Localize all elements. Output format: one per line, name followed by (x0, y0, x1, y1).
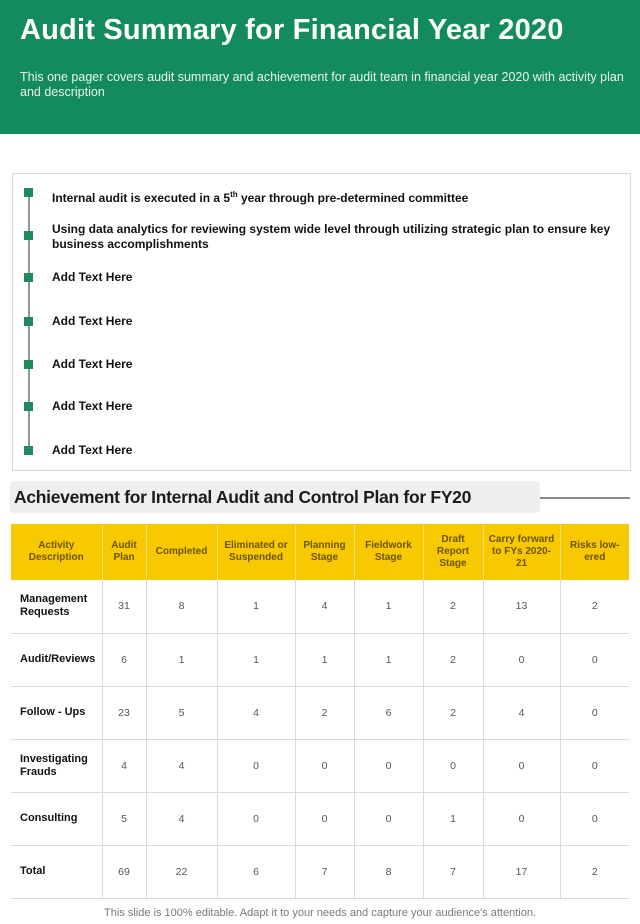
square-bullet-icon (24, 446, 33, 455)
page-subtitle: This one pager covers audit summary and achievement for audit team in financial year 2020 with activity plan and description (20, 70, 624, 99)
column-header: Planning Stage (295, 524, 354, 580)
row-label: Audit/Reviews (11, 633, 102, 686)
square-bullet-icon (24, 188, 33, 197)
table-cell: 13 (483, 580, 560, 633)
summary-point-text: Add Text Here (52, 399, 133, 413)
table-row (11, 633, 629, 686)
table-cell: 2 (560, 845, 629, 898)
row-label: Consulting (11, 792, 102, 845)
summary-point-text: Add Text Here (52, 314, 133, 328)
table-cell: 2 (295, 686, 354, 739)
table-cell: 17 (483, 845, 560, 898)
table-cell: 6 (217, 845, 295, 898)
table-cell: 23 (102, 686, 146, 739)
table-cell: 4 (217, 686, 295, 739)
table-cell: 1 (295, 633, 354, 686)
square-bullet-icon (24, 360, 33, 369)
table-cell: 0 (354, 792, 423, 845)
table-row-total (11, 845, 629, 898)
table-row (11, 580, 629, 633)
table-row (11, 686, 629, 739)
table-cell: 6 (354, 686, 423, 739)
column-header: Activity Description (11, 524, 102, 580)
table-cell: 6 (102, 633, 146, 686)
table-cell: 0 (483, 633, 560, 686)
table-cell: 4 (483, 686, 560, 739)
table-row (11, 739, 629, 792)
section-title: Achievement for Internal Audit and Control Plan for FY20 (14, 487, 472, 507)
square-bullet-icon (24, 273, 33, 282)
table-cell: 0 (560, 739, 629, 792)
table-cell: 4 (146, 739, 217, 792)
table-cell: 0 (483, 739, 560, 792)
table-cell: 2 (423, 633, 483, 686)
column-header: Draft Report Stage (423, 524, 483, 580)
table-cell: 2 (560, 580, 629, 633)
column-header: Carry forward to FYs 2020-21 (483, 524, 560, 580)
table-cell: 0 (423, 739, 483, 792)
audit-plan-table (11, 524, 629, 899)
table-cell: 1 (354, 633, 423, 686)
table-cell: 8 (354, 845, 423, 898)
table-cell: 4 (102, 739, 146, 792)
summary-point-text: Add Text Here (52, 357, 133, 371)
table-cell: 31 (102, 580, 146, 633)
row-label: Investigating Frauds (11, 739, 102, 792)
table-cell: 0 (560, 633, 629, 686)
table-cell: 4 (295, 580, 354, 633)
table-cell: 1 (146, 633, 217, 686)
table-cell: 1 (354, 580, 423, 633)
table-cell: 2 (423, 580, 483, 633)
row-label: Total (11, 845, 102, 898)
table-cell: 5 (146, 686, 217, 739)
summary-point-text: Internal audit is executed in a 5th year through pre-determined committee (52, 190, 469, 205)
table-cell: 22 (146, 845, 217, 898)
table-cell: 0 (217, 792, 295, 845)
table-cell: 0 (560, 792, 629, 845)
table-cell: 0 (483, 792, 560, 845)
row-label: Management Requests (11, 580, 102, 633)
summary-point-text: Add Text Here (52, 443, 133, 457)
table-cell: 7 (423, 845, 483, 898)
table-cell: 2 (423, 686, 483, 739)
table-cell: 4 (146, 792, 217, 845)
table-cell: 0 (217, 739, 295, 792)
summary-points-box (12, 173, 631, 471)
table-cell: 1 (217, 633, 295, 686)
page-title: Audit Summary for Financial Year 2020 (20, 14, 564, 46)
column-header: Risks low-ered (560, 524, 629, 580)
table-cell: 7 (295, 845, 354, 898)
header-banner (0, 0, 640, 134)
table-cell: 5 (102, 792, 146, 845)
table-cell: 69 (102, 845, 146, 898)
table-cell: 0 (560, 686, 629, 739)
square-bullet-icon (24, 317, 33, 326)
square-bullet-icon (24, 231, 33, 240)
table-cell: 0 (295, 792, 354, 845)
table-row (11, 792, 629, 845)
table-cell: 0 (295, 739, 354, 792)
column-header: Fieldwork Stage (354, 524, 423, 580)
column-header: Audit Plan (102, 524, 146, 580)
square-bullet-icon (24, 402, 33, 411)
table-cell: 1 (423, 792, 483, 845)
table-header-row (11, 524, 629, 580)
column-header: Eliminated or Suspended (217, 524, 295, 580)
row-label: Follow - Ups (11, 686, 102, 739)
footer-note: This slide is 100% editable. Adapt it to your needs and capture your audience's attention. (104, 907, 536, 919)
section-divider (540, 497, 630, 499)
table-cell: 0 (354, 739, 423, 792)
table-cell: 1 (217, 580, 295, 633)
column-header: Completed (146, 524, 217, 580)
table-cell: 8 (146, 580, 217, 633)
summary-point-text: Add Text Here (52, 270, 133, 284)
summary-point-text: Using data analytics for reviewing system wide level through utilizing strategic plan to ensure key business accomplishments (52, 222, 611, 251)
